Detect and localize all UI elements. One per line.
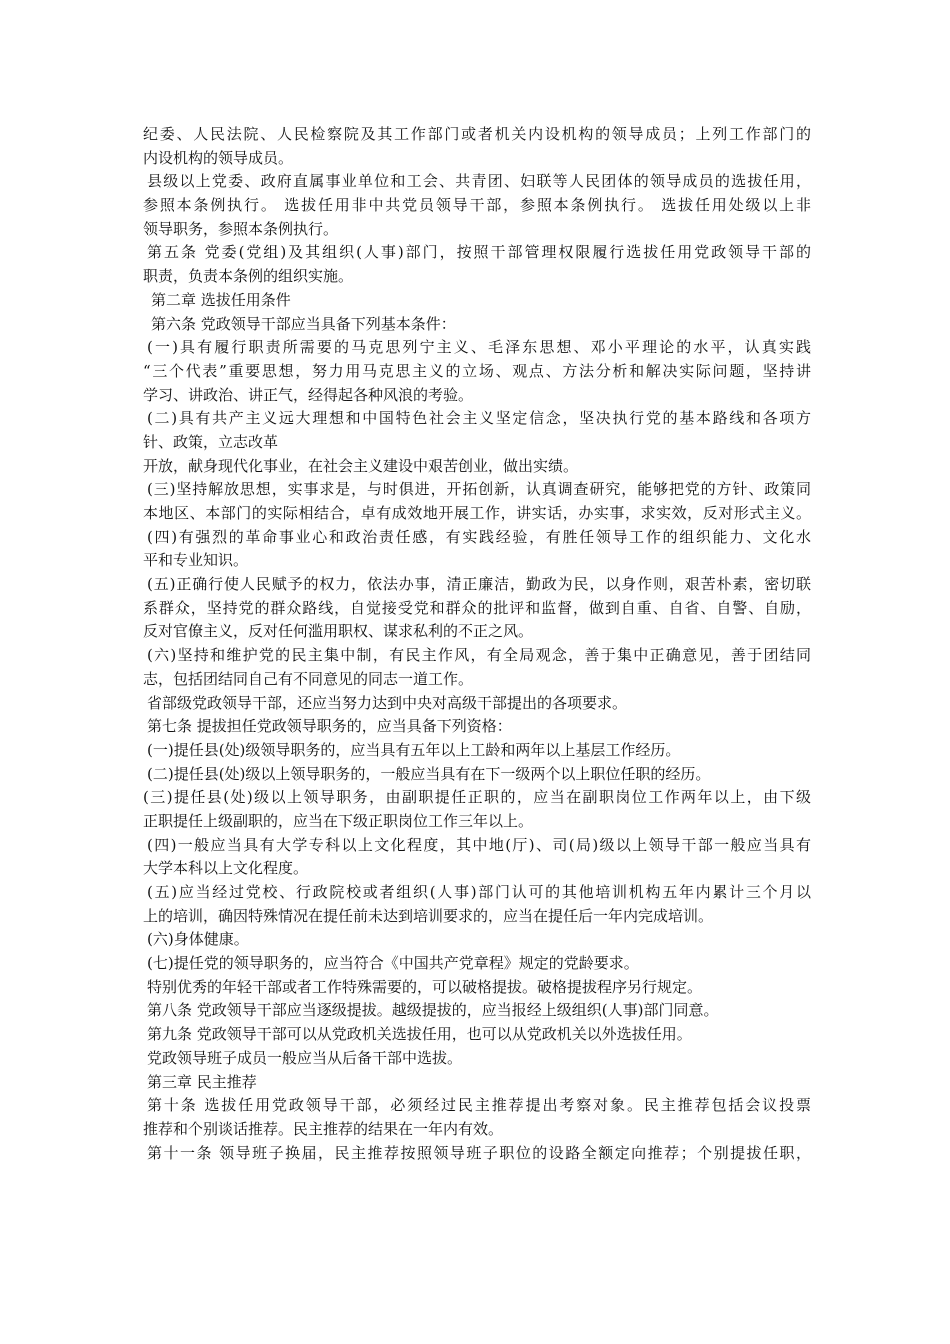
text-line: 推荐和个别谈话推荐。民主推荐的结果在一年内有效。 <box>143 1119 504 1138</box>
text-line: 纪委、人民法院、人民检察院及其工作部门或者机关内设机构的领导成员；上列工作部门的 <box>143 125 811 143</box>
text-line: (一)具有履行职责所需要的马克思列宁主义、毛泽东思想、邓小平理论的水平，认真实践 <box>147 338 811 357</box>
text-line: (七)提任党的领导职务的，应当符合《中国共产党章程》规定的党龄要求。 <box>147 954 639 973</box>
text-line: 平和专业知识。 <box>143 551 249 570</box>
text-line: 正职提任上级副职的，应当在下级正职岗位工作三年以上。 <box>143 811 534 830</box>
text-line: (四)一般应当具有大学专科以上文化程度，其中地(厅)、司(局)级以上领导干部一般应当具有 <box>147 835 811 854</box>
text-line: “三个代表”重要思想，努力用马克思主义的立场、观点、方法分析和解决实际问题，坚持讲 <box>143 361 811 380</box>
text-line: 第八条 党政领导干部应当逐级提拔。越级提拔的，应当报经上级组织(人事)部门同意。 <box>147 1001 719 1020</box>
text-line: 参照本条例执行。 选拔任用非中共党员领导干部，参照本条例执行。 选拔任用处级以上非 <box>143 196 811 215</box>
text-line: 第七条 提拔担任党政领导职务的，应当具备下列资格： <box>147 717 512 736</box>
text-line: (三)提任县(处)级以上领导职务，由副职提任正职的，应当在副职岗位工作两年以上，由下级 <box>143 788 811 807</box>
text-line: (三)坚持解放思想，实事求是，与时俱进，开拓创新，认真调查研究，能够把党的方针、政策同 <box>147 480 811 499</box>
text-line: 第六条 党政领导干部应当具备下列基本条件： <box>151 314 456 333</box>
text-line: 针、政策，立志改革 <box>143 432 279 451</box>
text-line: 上的培训，确因特殊情况在提任前未达到培训要求的，应当在提任后一年内完成培训。 <box>143 906 714 925</box>
text-line: 开放，献身现代化事业，在社会主义建设中艰苦创业，做出实绩。 <box>143 456 579 475</box>
text-line: (四)有强烈的革命事业心和政治责任感，有实践经验，有胜任领导工作的组织能力、文化水 <box>147 527 811 546</box>
text-line: 领导职务，参照本条例执行。 <box>143 219 339 238</box>
text-line: 反对官僚主义，反对任何滥用职权、谋求私利的不正之风。 <box>143 622 534 641</box>
text-line: 第三章 民主推荐 <box>147 1072 257 1091</box>
text-line: 内设机构的领导成员。 <box>143 148 294 167</box>
text-line: 县级以上党委、政府直属事业单位和工会、共青团、妇联等人民团体的领导成员的选拔任用， <box>147 172 811 191</box>
text-line: (二)具有共产主义远大理想和中国特色社会主义坚定信念，坚决执行党的基本路线和各项方 <box>147 409 811 428</box>
document-body <box>143 123 811 1165</box>
text-line: (六)身体健康。 <box>147 930 249 949</box>
text-line: 特别优秀的年轻干部或者工作特殊需要的，可以破格提拔。破格提拔程序另行规定。 <box>147 977 703 996</box>
text-line: 本地区、本部门的实际相结合，卓有成效地开展工作，讲实话，办实事，求实效，反对形式主义。 <box>143 504 811 522</box>
text-line: (五)应当经过党校、行政院校或者组织(人事)部门认可的其他培训机构五年内累计三个月以 <box>147 883 811 901</box>
text-line: 第十条 选拔任用党政领导干部，必须经过民主推荐提出考察对象。民主推荐包括会议投票 <box>147 1096 811 1115</box>
text-line: 第九条 党政领导干部可以从党政机关选拔任用，也可以从党政机关以外选拔任用。 <box>147 1025 692 1044</box>
text-line: 系群众，坚持党的群众路线，自觉接受党和群众的批评和监督，做到自重、自省、自警、自励， <box>143 598 811 617</box>
text-line: (五)正确行使人民赋予的权力，依法办事，清正廉洁，勤政为民，以身作则，艰苦朴素，密切联 <box>147 575 811 594</box>
text-line: (一)提任县(处)级领导职务的，应当具有五年以上工龄和两年以上基层工作经历。 <box>147 740 681 759</box>
text-line: (二)提任县(处)级以上领导职务的，一般应当具有在下一级两个以上职位任职的经历。 <box>147 764 711 783</box>
text-line: 大学本科以上文化程度。 <box>143 859 309 878</box>
text-line: 第五条 党委(党组)及其组织(人事)部门，按照干部管理权限履行选拔任用党政领导干部的 <box>147 243 811 262</box>
text-line: 职责，负责本条例的组织实施。 <box>143 267 354 286</box>
text-line: 党政领导班子成员一般应当从后备干部中选拔。 <box>147 1048 463 1067</box>
text-line: (六)坚持和维护党的民主集中制，有民主作风，有全局观念，善于集中正确意见，善于团结同 <box>147 646 811 665</box>
text-line: 志，包括团结同自己有不同意见的同志一道工作。 <box>143 669 474 688</box>
text-line: 省部级党政领导干部，还应当努力达到中央对高级干部提出的各项要求。 <box>147 693 628 712</box>
text-line: 第二章 选拔任用条件 <box>151 290 291 309</box>
text-line: 第十一条 领导班子换届，民主推荐按照领导班子职位的设路全额定向推荐；个别提拔任职， <box>147 1143 811 1162</box>
text-line: 学习、讲政治、讲正气，经得起各种风浪的考验。 <box>143 385 474 404</box>
